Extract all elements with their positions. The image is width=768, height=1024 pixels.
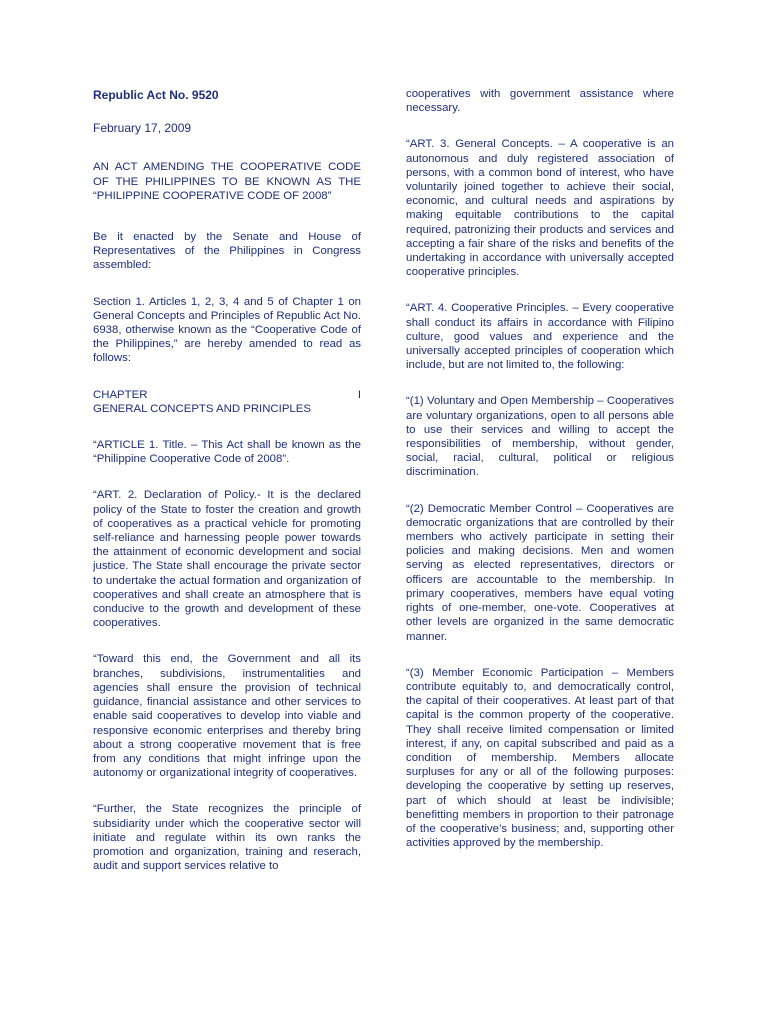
principle-3: “(3) Member Economic Participation – Members contribute equitably to, and democratically control, the capital of their cooperatives. At least part of that capital is the common property of the cooperative. They shall receive limited compensation or limited interest, if any, on capital subscribed and paid as a condition of membership. Members allocate surpluses for any or all of the following purposes: developing the cooperative by setting up reserves, part of which should at least be indivisible; benefitting members in proportion to their patronage of the cooperative’s business; and, supporting other activities approved by the membership.	[406, 666, 674, 850]
enacting-clause: Be it enacted by the Senate and House of Representatives of the Philippines in Congress assembled:	[93, 231, 361, 272]
article-1: “ARTICLE 1. Title. – This Act shall be known as the “Philippine Cooperative Code of 2008”.	[93, 439, 361, 466]
document-date: February 17, 2009	[93, 121, 192, 136]
article-2: “ART. 2. Declaration of Policy.- It is the declared policy of the State to foster the creation and growth of cooperatives as a practical vehicle for promoting self-reliance and harnessing people power towards the attainment of economic development and social justice. The State shall encourage the private sector to undertake the actual formation and organization of cooperatives and shall create an atmosphere that is conducive to the growth and development of these cooperatives.	[93, 489, 361, 630]
document-title: Republic Act No. 9520	[93, 88, 219, 102]
continuation-paragraph: cooperatives with government assistance where necessary.	[406, 88, 674, 115]
toward-paragraph: “Toward this end, the Government and all its branches, subdivisions, instrumentalities and agencies shall ensure the provision of technical guidance, financial assistance and other services to enable said cooperatives to develop into viable and responsive economic enterprises and thereby bring about a strong cooperative movement that is free from any conditions that might infringe upon the autonomy or organizational integrity of cooperatives.	[93, 653, 361, 780]
chapter-heading: GENERAL CONCEPTS AND PRINCIPLES	[93, 402, 311, 415]
section-1: Section 1. Articles 1, 2, 3, 4 and 5 of Chapter 1 on General Concepts and Principles of Republic Act No. 6938, otherwise known as the “Cooperative Code of the Philippines,” are hereby amended to read as follows:	[93, 295, 361, 365]
chapter-heading-block	[93, 388, 361, 416]
principle-1: “(1) Voluntary and Open Membership – Cooperatives are voluntary organizations, open to all persons able to use their services and willing to accept the responsibilities of membership, without gender, social, racial, cultural, political or religious discrimination.	[406, 395, 674, 479]
further-paragraph: “Further, the State recognizes the principle of subsidiarity under which the cooperative sector will initiate and regulate within its own ranks the promotion and organization, training and reserach, audit and support services relative to	[93, 803, 361, 873]
act-title: AN ACT AMENDING THE COOPERATIVE CODE OF THE PHILIPPINES TO BE KNOWN AS THE “PHILIPPINE COOPERATIVE CODE OF 2008”	[93, 161, 361, 202]
chapter-line	[93, 388, 361, 402]
article-3: “ART. 3. General Concepts. – A cooperative is an autonomous and duly registered association of persons, with a common bond of interest, who have voluntarily joined together to achieve their social, economic, and cultural needs and aspirations by making equitable contributions to the capital required, patronizing their products and services and accepting a fair share of the risks and benefits of the undertaking in accordance with universally accepted cooperative principles.	[406, 138, 674, 279]
chapter-number: I	[357, 388, 361, 401]
article-4: “ART. 4. Cooperative Principles. – Every cooperative shall conduct its affairs in accordance with Filipino culture, good values and experience and the universally accepted principles of cooperation which include, but are not limited to, the following:	[406, 302, 674, 372]
right-column	[406, 87, 674, 872]
principle-2: “(2) Democratic Member Control – Cooperatives are democratic organizations that are controlled by their members who actively participate in setting their policies and making decisions. Men and women serving as elected representatives, directors or officers are accountable to the membership. In primary cooperatives, members have equal voting rights of one-member, one-vote. Cooperatives at other levels are organized in the same democratic manner.	[406, 502, 674, 643]
chapter-word: CHAPTER	[93, 388, 148, 401]
left-column	[93, 84, 361, 873]
